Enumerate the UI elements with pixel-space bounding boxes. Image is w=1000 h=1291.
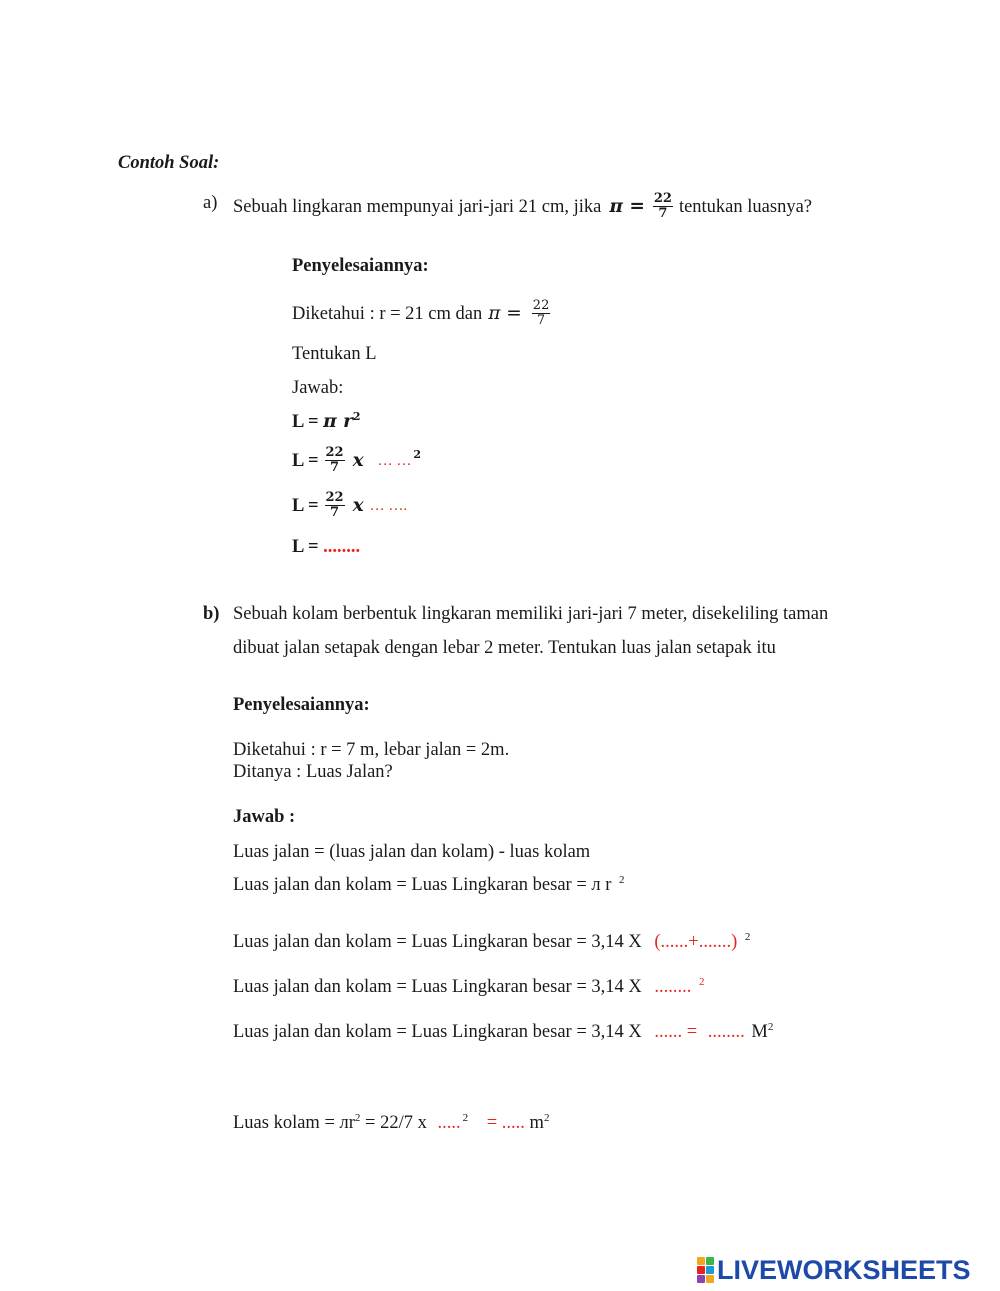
logo-square [706, 1275, 714, 1283]
fraction-denominator: 7 [330, 505, 340, 520]
step-exponent: 2 [744, 930, 751, 943]
question-b-line-1: Sebuah kolam berbentuk lingkaran memiliki jari-jari 7 meter, disekeliling taman [233, 604, 829, 624]
formula-prefix: L = [292, 537, 319, 557]
question-a-marker: a) [203, 193, 218, 213]
step-unit: M [751, 1022, 768, 1042]
answer-b-label: Jawab : [233, 807, 296, 827]
known-pi-fraction [532, 299, 551, 328]
question-b-line-2: dibuat jalan setapak dengan lebar 2 meter. Tentukan luas jalan setapak itu [233, 638, 776, 658]
pool-exponent: 2 [462, 1111, 469, 1124]
logo-square [706, 1266, 714, 1274]
answer-blank[interactable]: … … [377, 452, 412, 469]
step-exponent: 2 [698, 975, 705, 988]
known-pi-symbol: π = [488, 302, 522, 324]
logo-square [697, 1266, 705, 1274]
step-text: Luas jalan dan kolam = Luas Lingkaran besar = л r [233, 875, 612, 895]
step-4 [233, 976, 704, 998]
pool-middle: = 22/7 x [365, 1113, 427, 1133]
answer-blank[interactable]: (......+.......) [654, 932, 738, 952]
known-a [292, 299, 552, 328]
pool-equals: = [486, 1113, 498, 1133]
pi-fraction [325, 491, 345, 520]
pool-unit: m [529, 1113, 544, 1133]
formula-line-1 [292, 411, 361, 433]
step-exponent: 2 [619, 873, 625, 886]
question-a-text: Sebuah lingkaran mempunyai jari-jari 21 cm, jika [233, 196, 602, 217]
answer-blank[interactable]: ........ [707, 1022, 745, 1042]
step-5 [233, 1021, 773, 1043]
pool-text: Luas kolam = лr [233, 1113, 355, 1133]
formula-expression: π r [323, 411, 353, 432]
step-exponent: 2 [767, 1020, 774, 1033]
step-text: Luas jalan dan kolam = Luas Lingkaran besar = 3,14 X [233, 932, 642, 952]
logo-square [706, 1257, 714, 1265]
formula-line-3 [292, 491, 407, 520]
formula-line-2: L = $\frac{22}{7}$ x … … $^2$ [292, 445, 422, 475]
multiply-symbol: x [352, 494, 364, 516]
step-1: Luas jalan = (luas jalan dan kolam) - luas kolam [233, 842, 591, 862]
logo-text: LIVEWORKSHEETS [717, 1254, 971, 1285]
section-heading: Contoh Soal: [118, 153, 220, 173]
formula-prefix: L = [292, 412, 319, 432]
pi-symbol: π = [609, 195, 645, 217]
multiply-symbol: x [352, 449, 364, 471]
fraction-denominator: 7 [330, 460, 340, 475]
question-a-suffix: tentukan luasnya? [678, 196, 812, 217]
fraction-denominator: 7 [658, 206, 668, 221]
step-text: Luas jalan dan kolam = Luas Lingkaran besar = 3,14 X [233, 977, 642, 997]
known-a-text: Diketahui : r = 21 cm dan [292, 303, 483, 324]
pool-area-line [233, 1112, 549, 1134]
answer-blank[interactable]: ..... [501, 1113, 525, 1133]
question-a [233, 192, 812, 221]
answer-a-label: Jawab: [292, 378, 344, 398]
formula-line-4 [292, 536, 360, 558]
formula-prefix: L = [292, 495, 319, 516]
step-2 [233, 874, 625, 896]
answer-blank[interactable]: ..... [437, 1113, 461, 1133]
answer-blank[interactable]: ........ [323, 537, 361, 557]
pi-fraction [325, 446, 345, 475]
logo-mark-icon [697, 1257, 714, 1283]
asked-b: Ditanya : Luas Jalan? [233, 762, 393, 782]
known-b: Diketahui : r = 7 m, lebar jalan = 2m. [233, 740, 510, 760]
fraction-numerator: 22 [653, 191, 672, 206]
formula-prefix: L = [292, 450, 319, 471]
find-a: Tentukan L [292, 344, 377, 364]
step-3 [233, 931, 750, 953]
pool-exponent: 2 [543, 1111, 550, 1124]
fraction-numerator: 22 [325, 490, 344, 505]
fraction-numerator: 22 [325, 445, 344, 460]
liveworksheets-logo [697, 1255, 971, 1285]
solution-b-title: Penyelesaiannya: [233, 695, 370, 715]
fraction-numerator: 22 [532, 298, 550, 313]
step-text: Luas jalan dan kolam = Luas Lingkaran besar = 3,14 X [233, 1022, 642, 1042]
question-b-marker: b) [203, 604, 220, 624]
answer-blank[interactable]: ...... = [654, 1022, 698, 1042]
pool-exponent: 2 [354, 1111, 361, 1124]
answer-blank[interactable]: ........ [654, 977, 692, 997]
logo-square [697, 1275, 705, 1283]
answer-blank[interactable]: … …. [369, 497, 408, 514]
solution-a-title: Penyelesaiannya: [292, 256, 429, 276]
formula-exponent: 2 [352, 409, 361, 423]
pi-fraction [653, 192, 673, 221]
fraction-denominator: 7 [536, 313, 546, 328]
logo-square [697, 1257, 705, 1265]
